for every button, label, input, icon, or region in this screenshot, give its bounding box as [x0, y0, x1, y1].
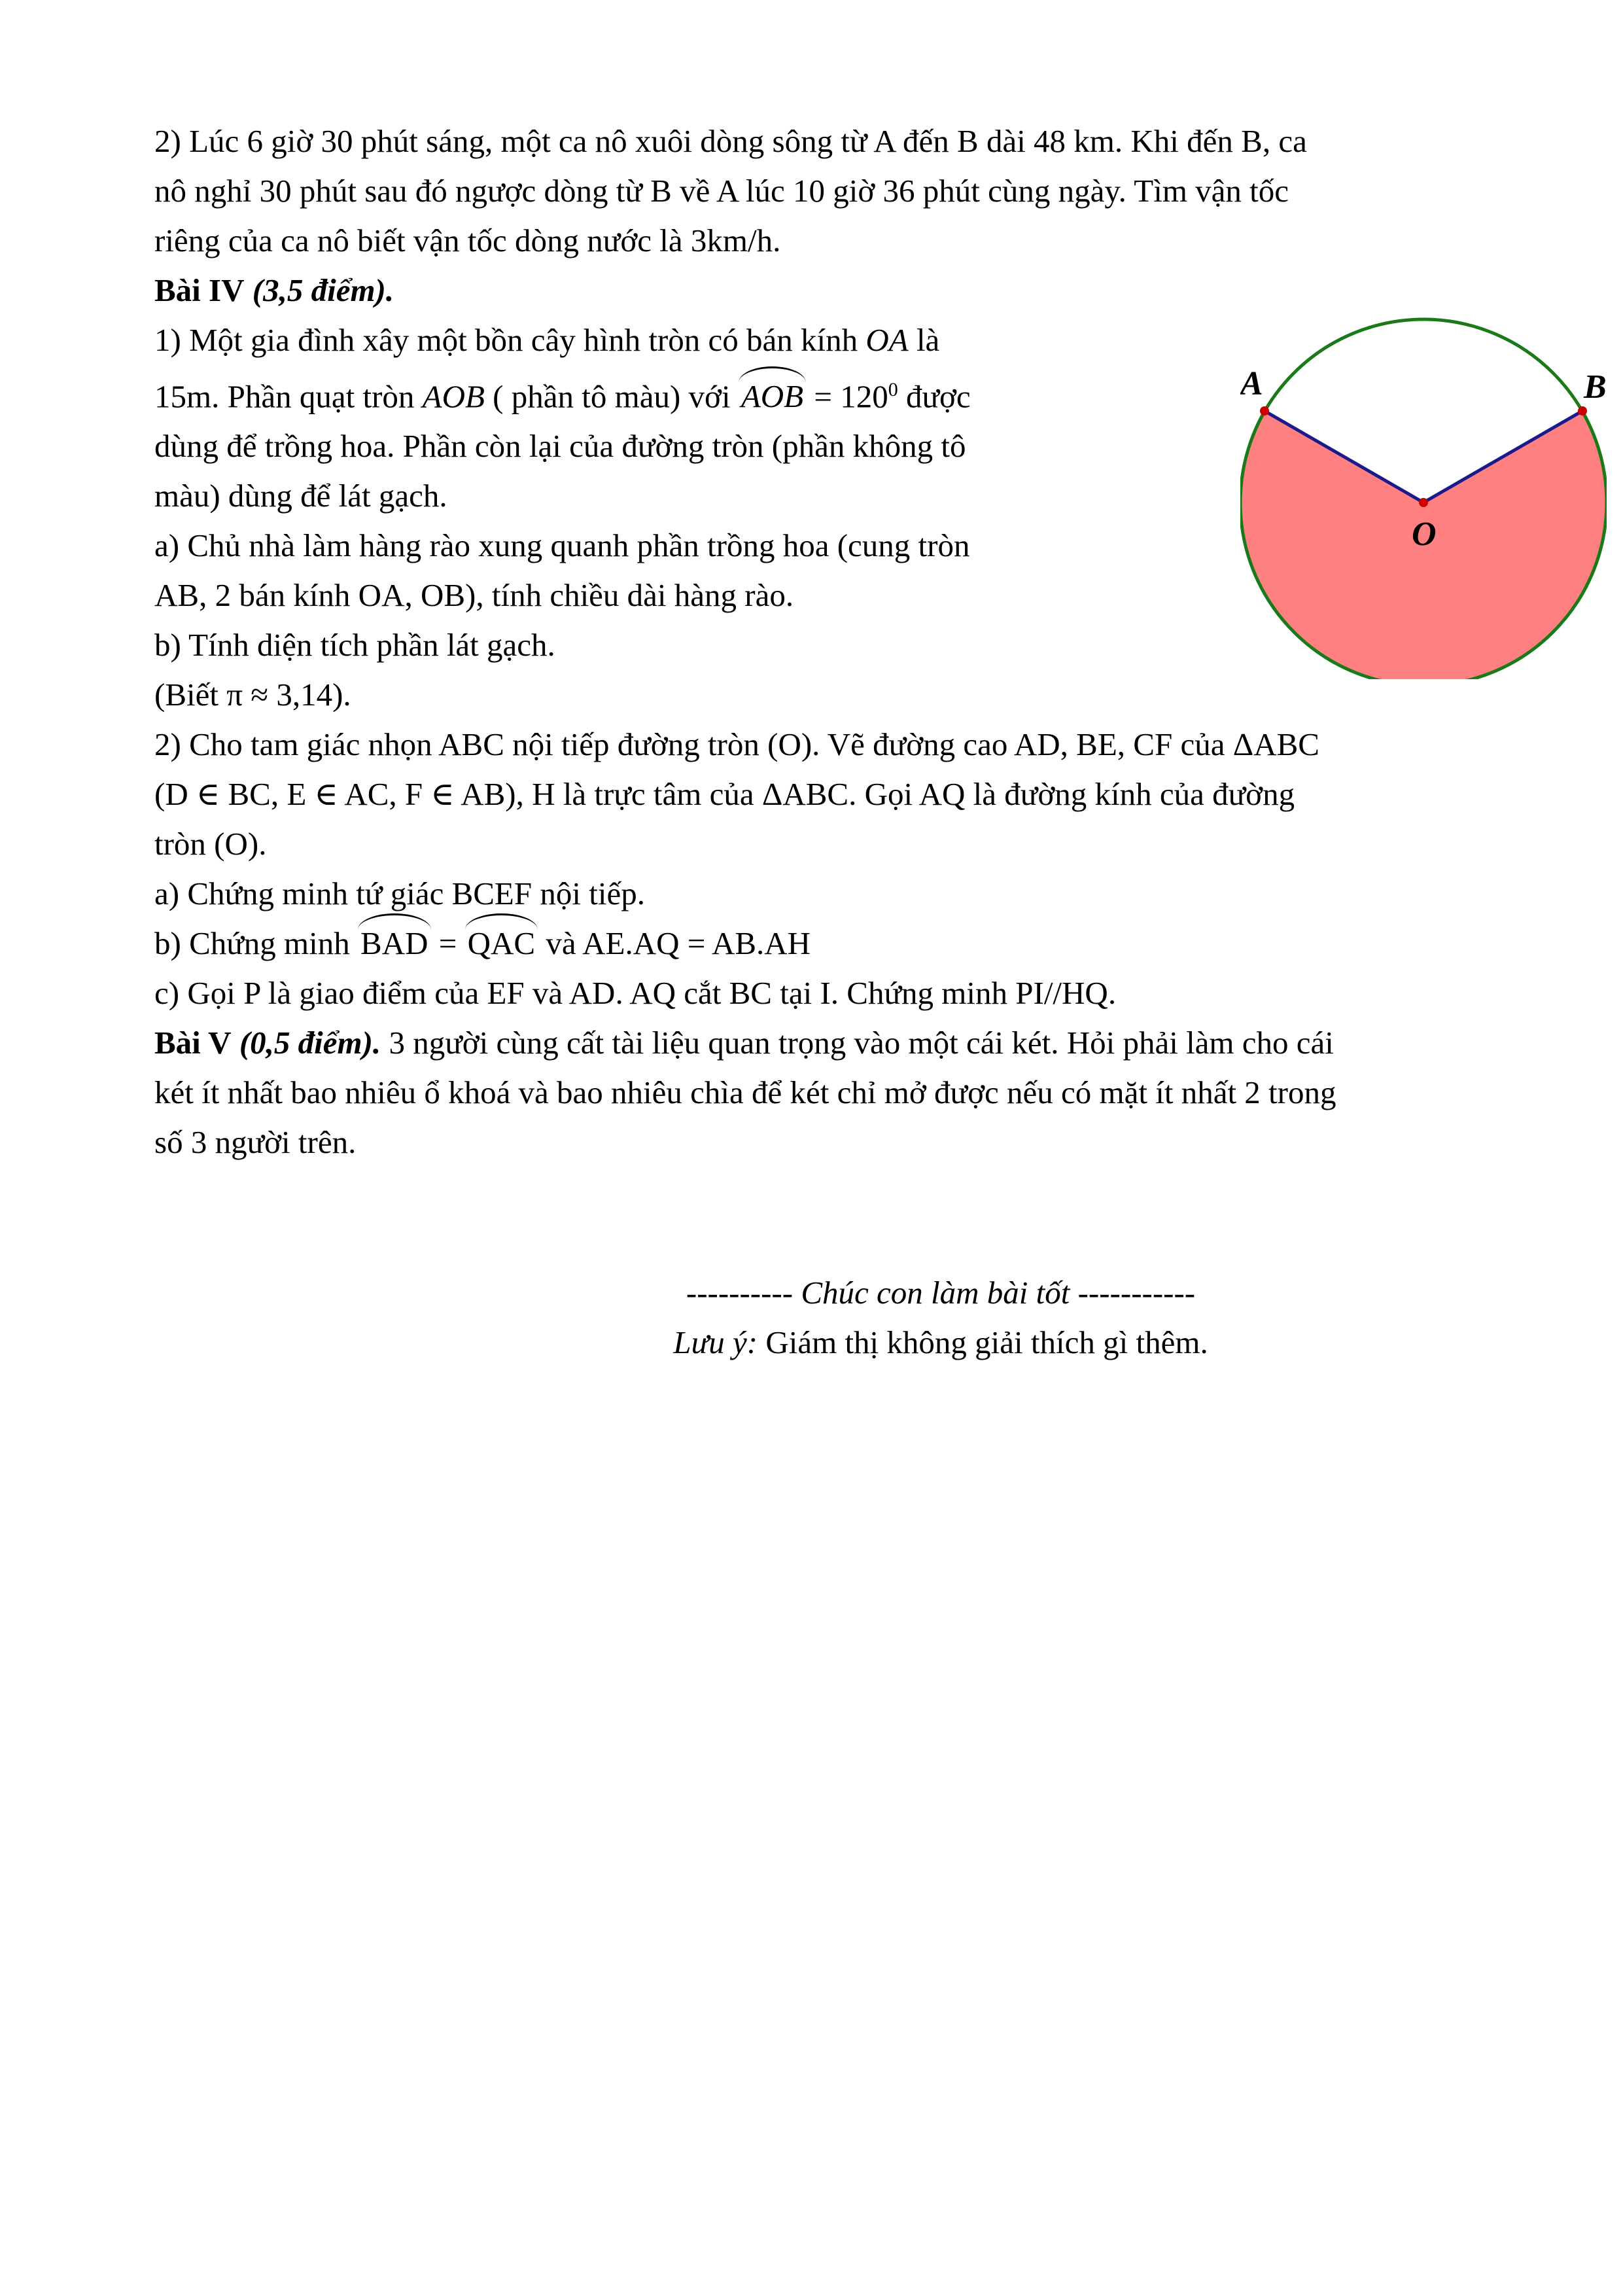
bai3-q2-line2: nô nghỉ 30 phút sau đó ngược dòng từ B về A lúc 10 giờ 36 phút cùng ngày. Tìm vận tốc	[154, 173, 1289, 209]
text: là	[908, 322, 940, 358]
bai4-title: Bài IV	[154, 272, 245, 308]
bai4-q2-line2: (D ∈ BC, E ∈ AC, F ∈ AB), H là trực tâm của ΔABC. Gọi AQ là đường kính của đường	[154, 776, 1295, 813]
text: 1) Một gia đình xây một bồn cây hình tròn có bán kính	[154, 322, 866, 358]
point-o	[1419, 498, 1428, 507]
degree: 0	[888, 379, 898, 400]
bai4-qb: b) Tính diện tích phần lát gạch.	[154, 627, 555, 663]
var-aob: AOB	[422, 378, 485, 415]
bai5-title: Bài V	[154, 1025, 232, 1061]
bai4-q1-line2	[154, 365, 1096, 421]
bai4-q1-line3: dùng để trồng hoa. Phần còn lại của đường tròn (phần không tô	[154, 428, 966, 465]
bai4-q2c: c) Gọi P là giao điểm của EF và AD. AQ cắt BC tại I. Chứng minh PI//HQ.	[154, 975, 1117, 1012]
bai4-heading	[154, 266, 1478, 315]
note-label: Lưu ý:	[673, 1324, 758, 1360]
bai4-qa-line1: a) Chủ nhà làm hàng rào xung quanh phần trồng hoa (cung tròn	[154, 527, 970, 564]
label-a: A	[1240, 365, 1263, 402]
sector-diagram	[1240, 313, 1607, 679]
text: 15m. Phần quạt tròn	[154, 378, 423, 415]
text: =	[430, 925, 465, 962]
footer-wish	[154, 1268, 1478, 1318]
var-oa: OA	[865, 322, 909, 358]
angle-qac: QAC	[465, 919, 538, 968]
bai4-q2-line3: tròn (O).	[154, 826, 267, 862]
bai5-line3: số 3 người trên.	[154, 1124, 357, 1161]
bai4-qa-line2: AB, 2 bán kính OA, OB), tính chiều dài hàng rào.	[154, 577, 794, 614]
point-b	[1578, 406, 1587, 415]
bai3-q2-line1: 2) Lúc 6 giờ 30 phút sáng, một ca nô xuôi dòng sông từ A đến B dài 48 km. Khi đến B, ca	[154, 123, 1307, 159]
label-o: O	[1412, 516, 1437, 553]
text: được	[898, 378, 971, 415]
text: 3 người cùng cất tài liệu quan trọng vào một cái két. Hỏi phải làm cho cái	[381, 1025, 1334, 1061]
text: và AE.AQ = AB.AH	[538, 925, 811, 962]
text: ( phần tô màu) với	[484, 378, 739, 415]
bai5-line2: két ít nhất bao nhiêu ổ khoá và bao nhiêu chìa để két chỉ mở được nếu có mặt ít nhất 2 trong	[154, 1074, 1336, 1111]
bai4-q2b	[154, 919, 1478, 968]
bai4-pi-note: (Biết π ≈ 3,14).	[154, 677, 351, 713]
bai4-q2-line1: 2) Cho tam giác nhọn ABC nội tiếp đường tròn (O). Vẽ đường cao AD, BE, CF của ΔABC	[154, 726, 1319, 763]
footer-note	[154, 1318, 1478, 1368]
text: = 120	[806, 378, 888, 415]
bai4-q2a: a) Chứng minh tứ giác BCEF nội tiếp.	[154, 875, 645, 912]
bai4-q1-line4: màu) dùng để lát gạch.	[154, 478, 447, 514]
label-b: B	[1584, 368, 1607, 406]
angle-aob: AOB	[739, 372, 806, 421]
exam-page	[154, 116, 1607, 1167]
point-a	[1260, 406, 1269, 415]
footer	[154, 1268, 1478, 1368]
bai4-q1-line1	[154, 315, 1096, 365]
text: Giám thị không giải thích gì thêm.	[758, 1324, 1208, 1360]
bai5-points: (0,5 điểm).	[239, 1025, 381, 1061]
text: b) Chứng minh	[154, 925, 358, 962]
angle-bad: BAD	[358, 919, 430, 968]
bai4-q1-block	[154, 315, 1096, 720]
bai3-q2-line3: riêng của ca nô biết vận tốc dòng nước là 3km/h.	[154, 222, 781, 258]
text: ---------- Chúc con làm bài tốt -----------	[686, 1275, 1196, 1311]
bai5-line1	[154, 1018, 1478, 1068]
bai4-points: (3,5 điểm).	[252, 272, 394, 308]
